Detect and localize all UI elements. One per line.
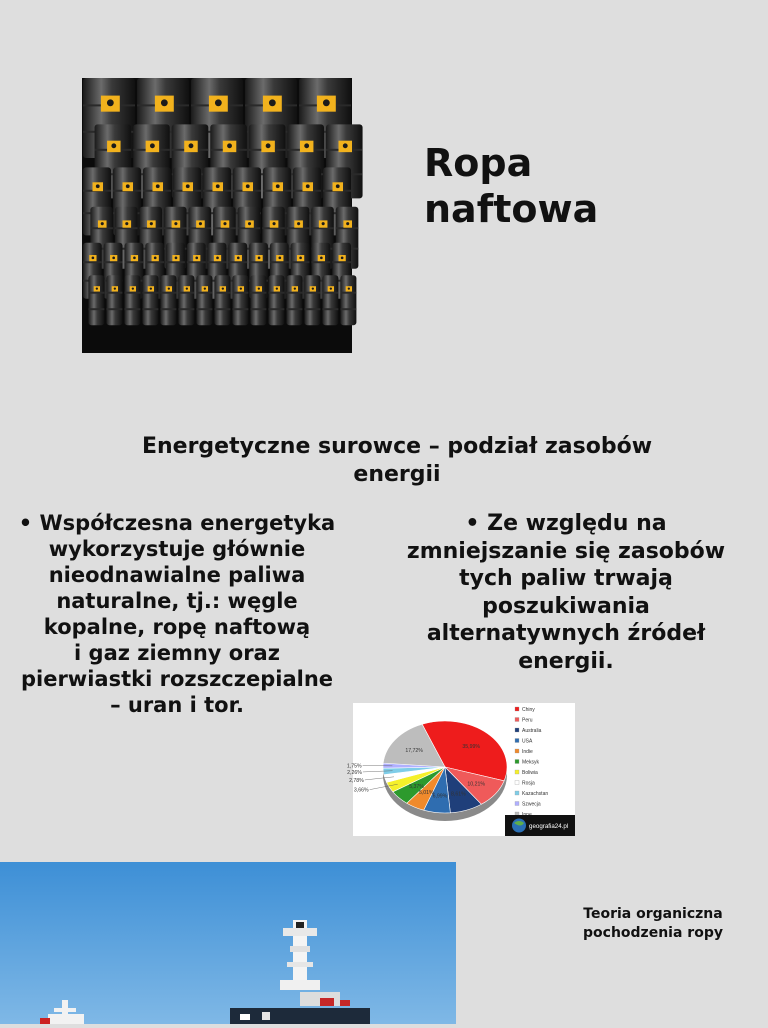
- legend-swatch: [515, 718, 519, 722]
- bullet-right-line: zmniejszanie się zasobów: [396, 538, 736, 566]
- legend-label: Indie: [522, 749, 533, 755]
- globe-icon: [512, 819, 526, 833]
- legend-label: Rosja: [522, 781, 535, 787]
- bullet-right-line: alternatywnych źródeł: [396, 620, 736, 648]
- pie-slice-label: 8,61%: [451, 792, 466, 798]
- pie-slice-label: 6,99%: [433, 793, 448, 799]
- legend-swatch: [515, 749, 519, 753]
- bullet-text-right: [396, 510, 736, 675]
- bullet-left-line: nieodnawialne paliwa: [12, 562, 342, 588]
- legend-swatch: [515, 770, 519, 774]
- watermark-text: geografia24.pl: [529, 823, 568, 830]
- legend-swatch: [515, 760, 519, 764]
- legend-label: Chiny: [522, 707, 535, 713]
- caption-line-2: pochodzenia ropy: [568, 924, 738, 943]
- pie-chart: [353, 703, 575, 836]
- page-title: [424, 140, 724, 232]
- legend-label: Szwecja: [522, 802, 541, 808]
- pie-slice-label: 2,78%: [349, 778, 364, 784]
- bullet-left-line: pierwiastki rozszczepialne: [12, 666, 342, 692]
- bullet-left-line: i gaz ziemny oraz: [12, 640, 342, 666]
- legend-swatch: [515, 802, 519, 806]
- legend-swatch: [515, 791, 519, 795]
- pie-slice-label: 5,37%: [409, 784, 424, 790]
- caption-line-1: Teoria organiczna: [568, 905, 738, 924]
- bullet-right-line: tych paliw trwają: [396, 565, 736, 593]
- bullet-left-line: kopalne, ropę naftową: [12, 614, 342, 640]
- bullet-right-line: energii.: [396, 648, 736, 676]
- section-subtitle: Energetyczne surowce – podział zasobów energii: [112, 433, 682, 489]
- title-line-2: naftowa: [424, 186, 724, 232]
- caption-text: [568, 905, 738, 943]
- bullet-text-left: [12, 510, 342, 718]
- pie-chart-svg: [353, 703, 575, 836]
- pie-slice-label: 3,66%: [354, 788, 369, 794]
- pie-slice-label: 1,75%: [347, 763, 362, 769]
- bullet-right-line: poszukiwania: [396, 593, 736, 621]
- bullet-left-line: – uran i tor.: [12, 692, 342, 718]
- legend-label: Australia: [522, 728, 542, 734]
- oil-barrels-photo: [82, 78, 352, 353]
- pie-slice-label: 2,26%: [347, 770, 362, 776]
- legend-label: Boliwia: [522, 770, 538, 776]
- bullet-left-line: wykorzystuje głównie: [12, 536, 342, 562]
- bullet-right-line: • Ze względu na: [396, 510, 736, 538]
- legend-label: Kazachstan: [522, 791, 548, 797]
- ship-image: [0, 862, 456, 1024]
- watermark-badge: [505, 815, 575, 836]
- pie-slice-label: 10,21%: [467, 782, 485, 788]
- pie-slice-label: 17,72%: [405, 748, 423, 754]
- legend-label: Peru: [522, 718, 533, 724]
- title-line-1: Ropa: [424, 140, 724, 186]
- bullet-left-line: • Współczesna energetyka: [12, 510, 342, 536]
- pie-slice-label: 35,99%: [462, 744, 480, 750]
- oil-barrels-image: [82, 78, 352, 353]
- legend-swatch: [515, 739, 519, 743]
- pie-slice-label: 5,01%: [419, 790, 434, 796]
- legend-label: Meksyk: [522, 760, 539, 766]
- legend-label: USA: [522, 739, 533, 745]
- tanker-ship-photo: [0, 862, 456, 1024]
- legend-swatch: [515, 728, 519, 732]
- legend-swatch: [515, 707, 519, 711]
- bullet-left-line: naturalne, tj.: węgle: [12, 588, 342, 614]
- legend-swatch: [515, 781, 519, 785]
